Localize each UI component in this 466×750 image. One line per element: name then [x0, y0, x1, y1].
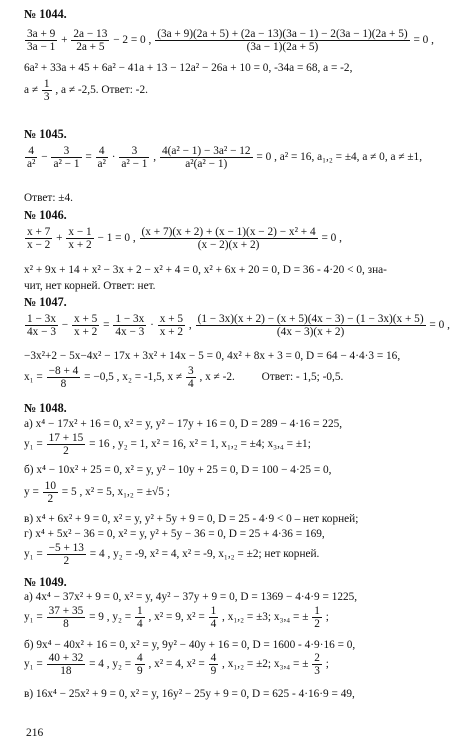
- page-number: 216: [26, 727, 44, 739]
- fraction: $\frac{x - 1}{x + 2}$: [68, 226, 92, 251]
- fraction: $\frac{4}{\text{a²}}$: [97, 145, 106, 170]
- fraction: $\frac{x + 5}{x + 2}$: [159, 313, 184, 338]
- fraction: $\frac{1}{4}$: [137, 605, 143, 630]
- problem-1047-roots-line: x₁ = $\frac{-8 + 4}{8}$ = −0,5 , x₂ = -1,5, x ≠ $\frac{3}{4}$ , x ≠ -2. Ответ: - 1,5; -0,5.: [24, 365, 344, 390]
- problem-1049-b-roots: y₁ = $\frac{40 + 32}{18}$ = 4 , y₂ = $\frac{4}{9}$ , x² = 4, x² = $\frac{4}{9}$ , x₁,₂ = ±2; x₃,₄ = ± $\frac{2}{3}$ ;: [24, 652, 329, 677]
- problem-1048-a-roots: y₁ = $\frac{17 + 15}{2}$ = 16 , y₂ = 1, x² = 16, x² = 1, x₁,₂ = ±4; x₃,₄ = ±1;: [24, 432, 311, 457]
- problem-1045-answer: Ответ: ±4.: [24, 192, 73, 204]
- problem-1049-c-line: в) 16x⁴ − 25x² + 9 = 0, x² = y, 16y² − 25y + 9 = 0, D = 625 - 4·16·9 = 49,: [24, 688, 355, 700]
- problem-1046-equation: $\frac{x + 7}{x - 2}$ + $\frac{x - 1}{x + 2}$ − 1 = 0 , $\frac{\text{(x + 7)(x + 2) + (x − 1)(x − 2) − x² + 4}}{(x - 2)(x + 2)}$ = 0 ,: [27, 226, 342, 251]
- fraction: $\frac{1}{2}$: [314, 605, 320, 630]
- problem-1048-b-line: б) x⁴ − 10x² + 25 = 0, x² = y, y² − 10y + 25 = 0, D = 100 − 4·25 = 0,: [24, 464, 332, 476]
- problem-1045-equation: $\frac{4}{\text{a²}}$ − $\frac{3}{\text{a² − 1}}$ = $\frac{4}{\text{a²}}$ · $\frac{3}{\text{a² − 1}}$ , $\frac{\text{4(a² − 1) − 3a² − 12}}{\text{a²(a² − 1)}}$ = 0 , a² = 16, a₁,₂ = ±4, a ≠ 0, a ≠ ±1,: [27, 145, 423, 170]
- problem-1046-line2: x² + 9x + 14 + x² − 3x + 2 − x² + 4 = 0, x² + 6x + 20 = 0, D = 36 - 4·20 < 0, зна-: [24, 264, 387, 276]
- fraction: $\frac{1 - 3x}{4x - 3}$: [115, 313, 145, 338]
- fraction: $\frac{(3a + 9)(2a + 5) + (2a - 13)(3a - 1) - 2(3a - 1)(2a + 5)}{(3a - 1)(2a + 5)}$: [157, 28, 408, 53]
- fraction: $\frac{17 + 15}{2}$: [48, 432, 84, 457]
- fraction: $\frac{\text{(x + 7)(x + 2) + (x − 1)(x − 2) − x² + 4}}{(x - 2)(x + 2)}$: [141, 226, 316, 251]
- problem-1047-title: № 1047.: [24, 295, 67, 309]
- problem-1049-a-roots: y₁ = $\frac{37 + 35}{8}$ = 9 , y₂ = $\frac{1}{4}$ , x² = 9, x² = $\frac{1}{4}$ , x₁,₂ = ±3; x₃,₄ = ± $\frac{1}{2}$ ;: [24, 605, 329, 630]
- problem-1045-title: № 1045.: [24, 127, 67, 141]
- fraction: $\frac{-5 + 13}{2}$: [48, 542, 84, 567]
- problem-1044-line2: 6a² + 33a + 45 + 6a² − 41a + 13 − 12a² − 26a + 10 = 0, -34a = 68, a = -2,: [24, 62, 353, 74]
- fraction: $\frac{3}{\text{a² − 1}}$: [121, 145, 148, 170]
- fraction: $\frac{(1 - 3x)(x + 2) - (x + 5)(4x - 3) - (1 - 3x)(x + 5)}{(4x - 3)(x + 2)}$: [197, 313, 424, 338]
- fraction: $\frac{37 + 35}{8}$: [48, 605, 84, 630]
- fraction: $\frac{1 - 3x}{4x - 3}$: [27, 313, 56, 338]
- problem-1049-a-line: а) 4x⁴ − 37x² + 9 = 0, x² = y, 4y² − 37y + 9 = 0, D = 1369 − 4·4·9 = 1225,: [24, 591, 358, 603]
- problem-1049-b-line: б) 9x⁴ − 40x² + 16 = 0, x² = y, 9y² − 40y + 16 = 0, D = 1600 - 4·9·16 = 0,: [24, 639, 356, 651]
- problem-1048-d-line: г) x⁴ + 5x² − 36 = 0, x² = y, y² + 5y − 36 = 0, D = 25 + 4·36 = 169,: [24, 528, 325, 540]
- fraction: $\frac{4}{\text{a²}}$: [27, 145, 36, 170]
- fraction: $\frac{4}{9}$: [210, 652, 217, 677]
- fraction: $\frac{4}{9}$: [137, 652, 143, 677]
- problem-1048-a-line: а) x⁴ − 17x² + 16 = 0, x² = y, y² − 17y + 16 = 0, D = 289 − 4·16 = 225,: [24, 418, 343, 430]
- problem-1047-equation: $\frac{1 - 3x}{4x - 3}$ − $\frac{x + 5}{x + 2}$ = $\frac{1 - 3x}{4x - 3}$ · $\frac{x + 5}{x + 2}$ , $\frac{(1 - 3x)(x + 2) - (x + 5)(4x - 3) - (1 - 3x)(x + 5)}{(4x - 3)(x + 2)}$ = 0 ,: [27, 313, 450, 338]
- problem-1046-title: № 1046.: [24, 208, 67, 222]
- problem-1044-answer-line: a ≠ $\frac{1}{3}$ , a ≠ -2,5. Ответ: -2.: [24, 78, 148, 103]
- fraction: $\frac{3a + 9}{3a - 1}$: [27, 28, 56, 53]
- fraction: $\frac{3}{\text{a² − 1}}$: [53, 145, 80, 170]
- fraction: $\frac{1}{4}$: [210, 605, 217, 630]
- fraction: $\frac{1}{3}$: [43, 78, 50, 103]
- problem-1048-title: № 1048.: [24, 401, 67, 415]
- problem-1049-title: № 1049.: [24, 575, 67, 589]
- problem-1046-line3: чит, нет корней. Ответ: нет.: [24, 280, 156, 292]
- fraction: $\frac{2}{3}$: [314, 652, 320, 677]
- problem-1047-answer: Ответ: - 1,5; -0,5.: [261, 371, 344, 384]
- fraction: $\frac{10}{2}$: [44, 480, 56, 505]
- fraction: $\frac{\text{4(a² − 1) − 3a² − 12}}{\text{a²(a² − 1)}}$: [161, 145, 251, 170]
- fraction: $\frac{40 + 32}{18}$: [48, 652, 84, 677]
- problem-1044-equation: $\frac{3a + 9}{3a - 1}$ + $\frac{2a - 13}{2a + 5}$ − 2 = 0 , $\frac{(3a + 9)(2a + 5) + (2a - 13)(3a - 1) - 2(3a - 1)(2a + 5)}{(3a - 1)(2a + 5)}$ = 0 ,: [27, 28, 434, 53]
- problem-1048-d-roots: y₁ = $\frac{-5 + 13}{2}$ = 4 , y₂ = -9, x² = 4, x² = -9, x₁,₂ = ±2; нет корней.: [24, 542, 320, 567]
- fraction: $\frac{x + 5}{x + 2}$: [74, 313, 98, 338]
- problem-1048-b-roots: y = $\frac{10}{2}$ = 5 , x² = 5, x₁,₂ = ±√5 ;: [24, 480, 170, 505]
- fraction: $\frac{-8 + 4}{8}$: [48, 365, 79, 390]
- problem-1048-c-line: в) x⁴ + 6x² + 9 = 0, x² = y, y² + 5y + 9 = 0, D = 25 - 4·9 < 0 – нет корней;: [24, 513, 359, 525]
- fraction: $\frac{2a - 13}{2a + 5}$: [73, 28, 108, 53]
- fraction: $\frac{3}{4}$: [187, 365, 194, 390]
- problem-1044-title: № 1044.: [24, 7, 67, 21]
- problem-1047-line2: −3x²+2 − 5x−4x² − 17x + 3x² + 14x − 5 = 0, 4x² + 8x + 3 = 0, D = 64 − 4·4·3 = 16,: [24, 350, 401, 362]
- fraction: $\frac{x + 7}{x - 2}$: [27, 226, 51, 251]
